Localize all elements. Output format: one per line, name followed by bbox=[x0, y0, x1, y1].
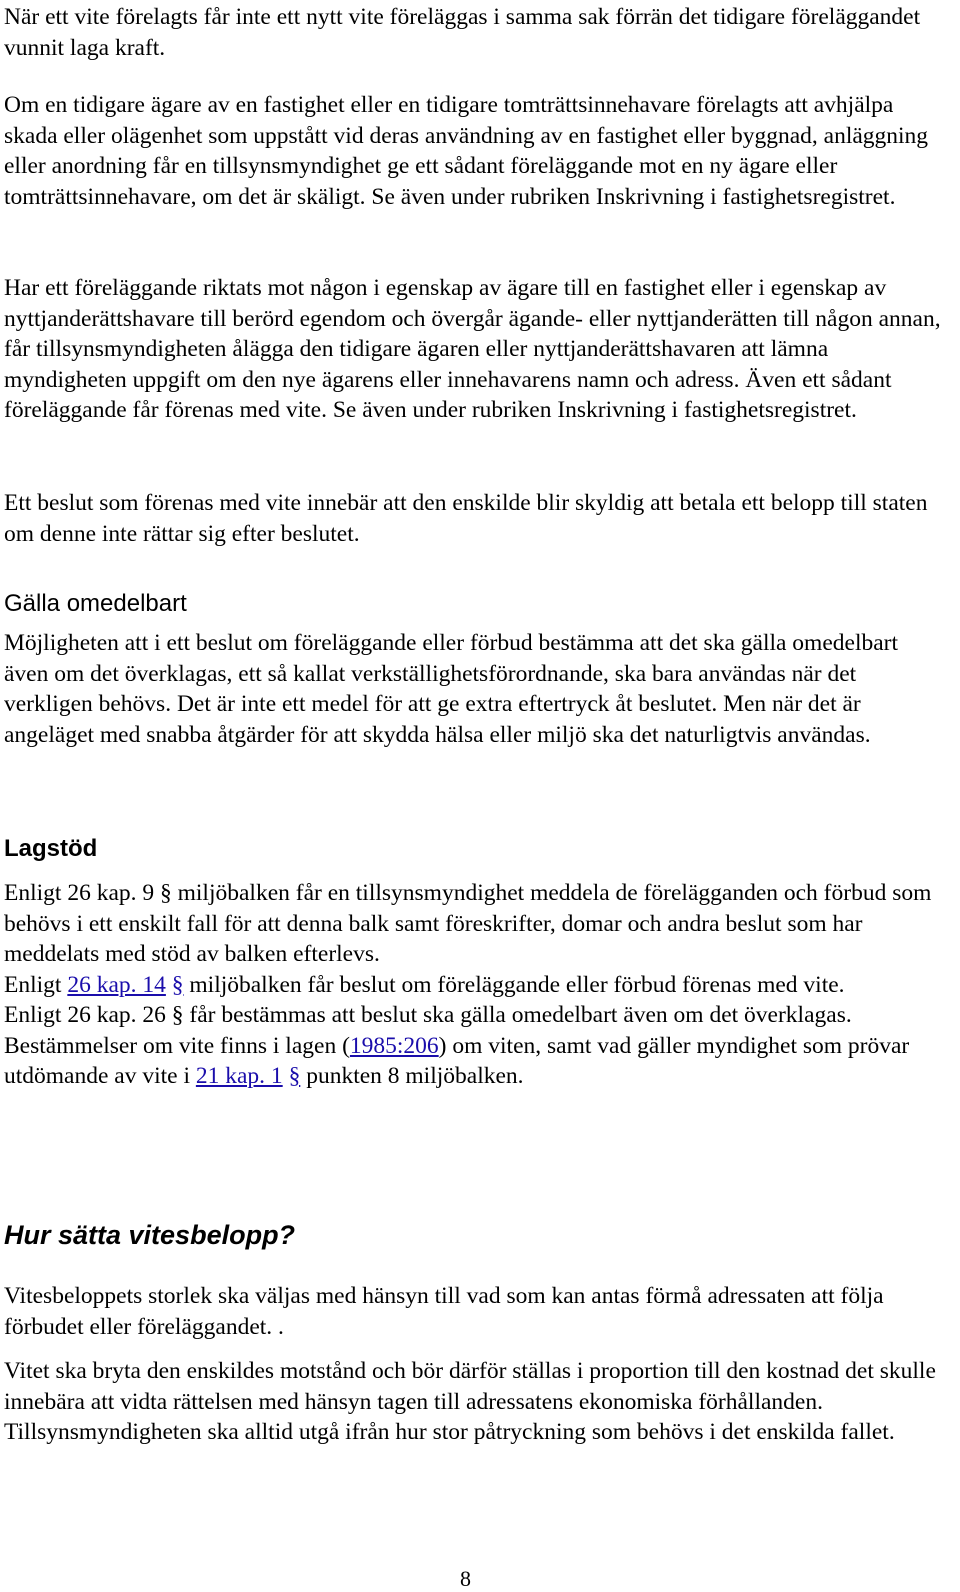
page-number: 8 bbox=[460, 1566, 471, 1591]
lagstod-line-2 bbox=[4, 970, 944, 1001]
paragraph-vitet-bryta: Vitet ska bryta den enskildes motstånd och bör därför ställas i proportion till den kostnad det skulle innebära att vidta rättelsen med hänsyn tagen till adressatens ekonomiska förhållanden. Tillsynsmyndigheten ska alltid utgå ifrån hur stor påtryckning som behövs i det enskilda fallet. bbox=[4, 1358, 936, 1445]
lagstod-line-3: Enligt 26 kap. 26 § får bestämmas att beslut ska gälla omedelbart även om det överklagas. bbox=[4, 1002, 852, 1028]
paragraph-ownership-transfer: Har ett föreläggande riktats mot någon i egenskap av ägare till en fastighet eller i egenskap av nyttjanderättshavare till berörd egendom och övergår ägande- eller nyttjanderätten till någon annan, får tillsynsmyndigheten ålägga den tidigare ägaren eller nyttjanderättshavaren att lämna myndigheten uppgift om den nye ägarens eller innehavarens namn och adress. Även ett sådant föreläggande får förenas med vite. Se även under rubriken Inskrivning i fastighetsregistret. bbox=[4, 275, 941, 423]
paragraph-vitesbelopp-storlek: Vitesbeloppets storlek ska väljas med hänsyn till vad som kan antas förmå adressaten att följa förbudet eller föreläggandet. . bbox=[4, 1283, 884, 1340]
link-21-kap-1-paragraph-sign[interactable]: § bbox=[288, 1063, 301, 1089]
link-26-kap-14[interactable]: 26 kap. 14 bbox=[67, 971, 166, 998]
link-26-kap-14-paragraph-sign[interactable]: § bbox=[171, 971, 184, 998]
lagstod-line-2-pre: Enligt bbox=[4, 971, 68, 998]
lagstod-line-4-post: punkten 8 miljöbalken. bbox=[300, 1063, 524, 1089]
heading-lagstod: Lagstöd bbox=[4, 835, 98, 862]
link-1985-206[interactable]: 1985:206 bbox=[349, 1032, 439, 1059]
lagstod-line-4-mid: ) om viten, samt vad gäller myndighet som prövar utdömande av vite i bbox=[4, 1032, 910, 1089]
paragraph-previous-owner: Om en tidigare ägare av en fastighet eller en tidigare tomträttsinnehavare förelagts att avhjälpa skada eller olägenhet som uppstått vid deras användning av en fastighet eller byggnad, anläggning eller anordning får en tillsynsmyndighet ge ett sådant föreläggande mot en ny ägare eller tomträttsinnehavare, om det är skäligt. Se även under rubriken Inskrivning i fastighetsregistret. bbox=[4, 92, 929, 210]
paragraph-galla-omedelbart: Möjligheten att i ett beslut om föreläggande eller förbud bestämma att det ska gälla omedelbart även om det överklagas, ett så kallat verkställighetsförordnande, ska bara användas när det verkligen behövs. Det är inte ett medel för att ge extra eftertryck åt beslutet. Men när det är angeläget med snabba åtgärder för att skydda hälsa eller miljö ska det naturligtvis användas. bbox=[4, 630, 899, 748]
lagstod-line-2-post: miljöbalken får beslut om föreläggande eller förbud förenas med vite. bbox=[183, 971, 845, 998]
lagstod-block bbox=[4, 878, 944, 1092]
lagstod-line-4 bbox=[4, 1031, 944, 1092]
lagstod-line-4-pre: Bestämmelser om vite finns i lagen ( bbox=[4, 1032, 350, 1059]
heading-galla-omedelbart: Gälla omedelbart bbox=[4, 590, 187, 617]
paragraph-vite-once: När ett vite förelagts får inte ett nytt vite föreläggas i samma sak förrän det tidigare föreläggandet vunnit laga kraft. bbox=[4, 4, 921, 61]
link-21-kap-1[interactable]: 21 kap. 1 bbox=[195, 1063, 283, 1089]
paragraph-vite-decision: Ett beslut som förenas med vite innebär att den enskilde blir skyldig att betala ett belopp till staten om denne inte rättar sig efter beslutet. bbox=[4, 490, 928, 547]
lagstod-line-1: Enligt 26 kap. 9 § miljöbalken får en tillsynsmyndighet meddela de förelägganden och förbud som behövs i ett enskilt fall för att denna balk samt föreskrifter, domar och andra beslut som har meddelats med stöd av balken efterlevs. bbox=[4, 880, 932, 967]
heading-hur-satta-vitesbelopp: Hur sätta vitesbelopp? bbox=[4, 1220, 296, 1250]
